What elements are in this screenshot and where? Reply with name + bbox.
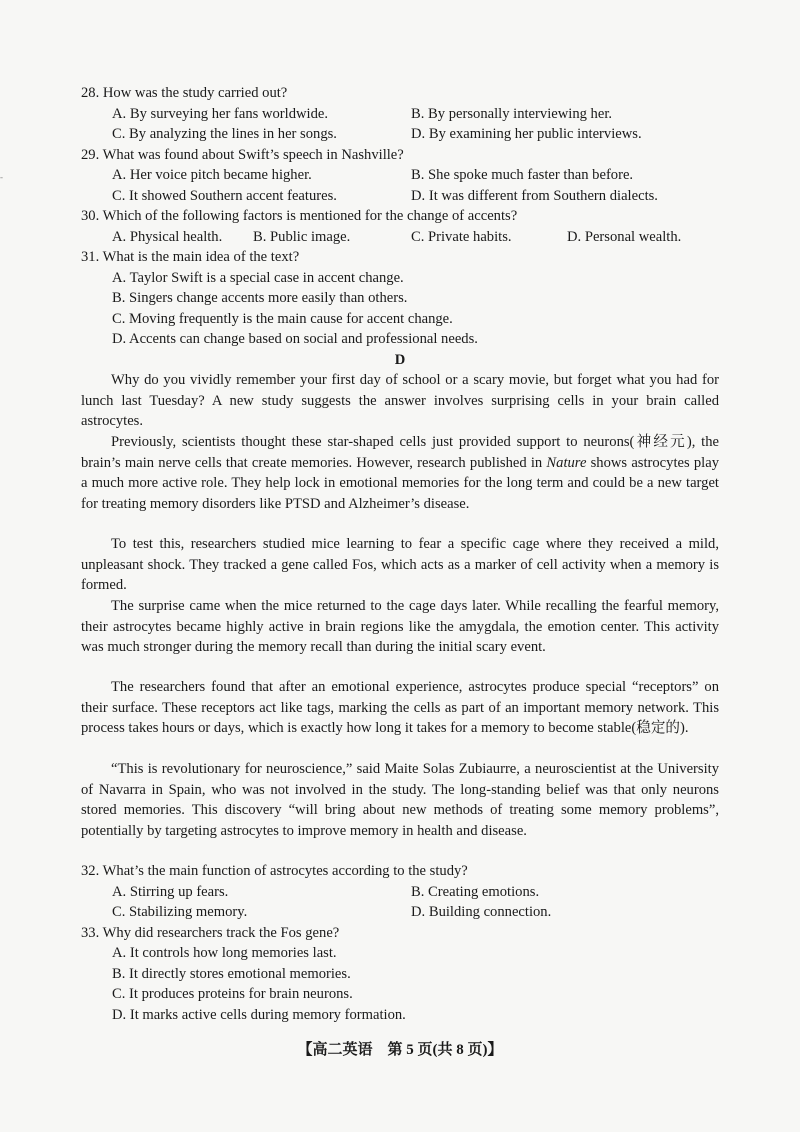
question-33-option-a: A. It controls how long memories last. — [112, 945, 337, 961]
question-29-option-b: B. She spoke much faster than before. — [411, 167, 634, 183]
passage-paragraph-2 — [81, 432, 719, 514]
question-31-option-a: A. Taylor Swift is a special case in accent change. — [112, 270, 404, 286]
passage-paragraph-1: Why do you vividly remember your first day of school or a scary movie, but forget what you had for lunch last Tuesday? A new study suggests the answer involves surprising cells in your brain called astrocytes. — [81, 372, 719, 429]
question-28-option-d: D. By examining her public interviews. — [411, 126, 642, 142]
question-29-option-c: C. It showed Southern accent features. — [112, 188, 337, 204]
question-28-stem: 28. How was the study carried out? — [81, 85, 288, 101]
question-29-option-a: A. Her voice pitch became higher. — [112, 167, 312, 183]
question-33-stem: 33. Why did researchers track the Fos gene? — [81, 925, 340, 941]
journal-name: Nature — [546, 454, 587, 471]
question-32-option-c: C. Stabilizing memory. — [112, 904, 248, 920]
question-33-option-d: D. It marks active cells during memory formation. — [112, 1007, 406, 1023]
question-32-option-d: D. Building connection. — [411, 904, 552, 920]
question-33-option-c: C. It produces proteins for brain neurons. — [112, 986, 353, 1002]
question-30-option-c: C. Private habits. — [411, 229, 512, 245]
margin-mark: - — [0, 172, 3, 182]
passage-label: D — [394, 352, 406, 368]
paragraph-2-text-end: shows astrocytes play a much more active role. They help lock in emotional memories for the long term and could be a new target for treating memory disorders like PTSD and Alzheimer’s disease. — [81, 454, 719, 512]
passage-paragraph-3: To test this, researchers studied mice learning to fear a specific cage where they received a mild, unpleasant shock. They tracked a gene called Fos, which acts as a marker of cell activity when a memory is formed. — [81, 536, 719, 593]
question-28-option-a: A. By surveying her fans worldwide. — [112, 106, 329, 122]
question-30-option-d: D. Personal wealth. — [567, 229, 682, 245]
question-31-option-c: C. Moving frequently is the main cause for accent change. — [112, 311, 453, 327]
passage-paragraph-4: The surprise came when the mice returned to the cage days later. While recalling the fearful memory, their astrocytes became highly active in brain regions like the amygdala, the emotion center. This activity was much stronger during the memory recall than during the initial scary event. — [81, 598, 719, 655]
question-30-option-a: A. Physical health. — [112, 229, 223, 245]
passage-paragraph-5: The researchers found that after an emotional experience, astrocytes produce special “receptors” on their surface. These receptors act like tags, marking the cells as part of an important memory network. This process takes hours or days, which is exactly how long it takes for a memory to become stable(稳定的). — [81, 679, 719, 736]
question-30-stem: 30. Which of the following factors is mentioned for the change of accents? — [81, 208, 518, 224]
question-29-stem: 29. What was found about Swift’s speech in Nashville? — [81, 147, 404, 163]
question-33-option-b: B. It directly stores emotional memories. — [112, 966, 351, 982]
passage-paragraph-6: “This is revolutionary for neuroscience,” said Maite Solas Zubiaurre, a neuroscientist at the University of Navarra in Spain, who was not involved in the study. The long-standing belief was that only neurons stored memories. This discovery “will bring about new methods of treating some memory problems”, potentially by targeting astrocytes to improve memory in health and disease. — [81, 761, 719, 839]
question-32-stem: 32. What’s the main function of astrocytes according to the study? — [81, 863, 468, 879]
question-30-option-b: B. Public image. — [253, 229, 351, 245]
question-28-option-b: B. By personally interviewing her. — [411, 106, 613, 122]
question-29-option-d: D. It was different from Southern dialects. — [411, 188, 658, 204]
page-footer: 【高二英语 第 5 页(共 8 页)】 — [297, 1042, 503, 1058]
question-31-option-b: B. Singers change accents more easily than others. — [112, 290, 408, 306]
question-31-option-d: D. Accents can change based on social and professional needs. — [112, 331, 478, 347]
paragraph-2-text-start: Previously, scientists thought these star-shaped cells just provided support to neurons(神经元), the brain’s main nerve cells that create memories. However, research published in — [81, 434, 719, 471]
question-31-stem: 31. What is the main idea of the text? — [81, 249, 300, 265]
question-32-option-a: A. Stirring up fears. — [112, 884, 229, 900]
question-32-option-b: B. Creating emotions. — [411, 884, 540, 900]
question-28-option-c: C. By analyzing the lines in her songs. — [112, 126, 337, 142]
